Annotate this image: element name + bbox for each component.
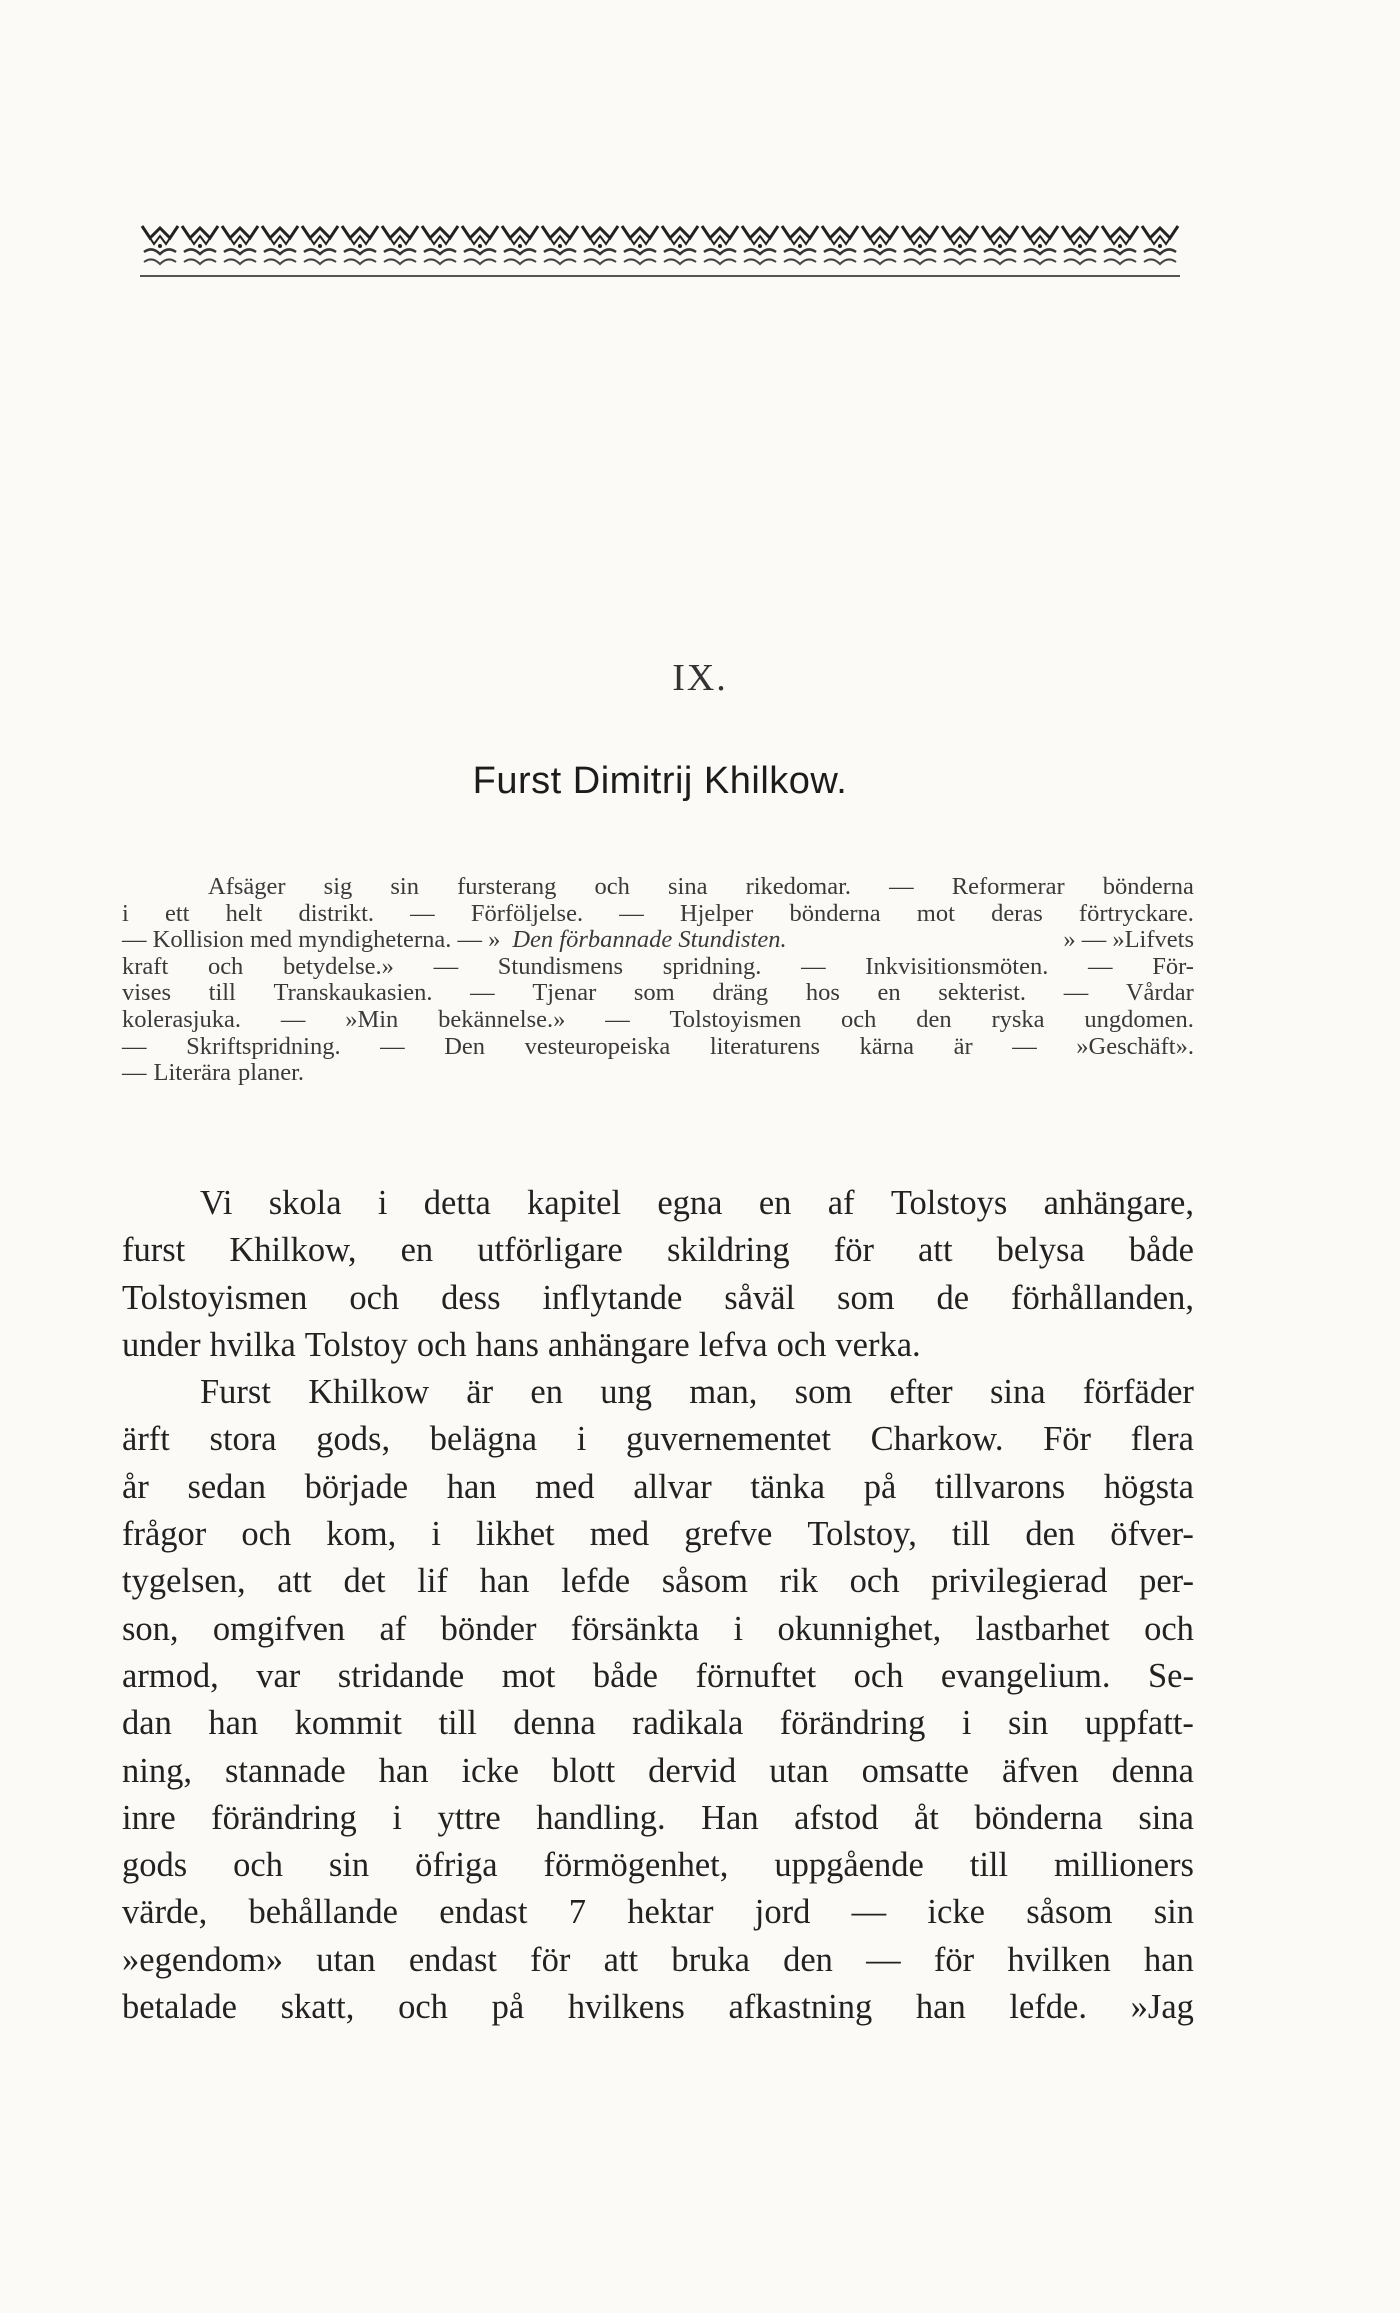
summary-line: i ett helt distrikt. — Förföljelse. — Hjelper bönderna mot deras förtryckare. xyxy=(122,899,1194,927)
body-line: dan han kommit till denna radikala förändring i sin uppfatt- xyxy=(122,1704,1194,1743)
summary-line: — Skriftspridning. — Den vesteuropeiska literaturens kärna är — »Geschäft». xyxy=(122,1032,1194,1060)
chapter-title: Furst Dimitrij Khilkow. xyxy=(472,760,848,802)
body-line: armod, var stridande mot både förnuftet och evangelium. Se- xyxy=(122,1656,1194,1695)
body-line: inre förändring i yttre handling. Han afstod åt bönderna sina xyxy=(122,1798,1194,1837)
body-line: frågor och kom, i likhet med grefve Tolstoy, till den öfver- xyxy=(122,1515,1194,1554)
body-line: år sedan började han med allvar tänka på tillvarons högsta xyxy=(122,1467,1194,1506)
body-line: värde, behållande endast 7 hektar jord — icke såsom sin xyxy=(122,1893,1194,1932)
body-line: tygelsen, att det lif han lefde såsom rik och privilegierad per- xyxy=(122,1562,1194,1601)
chapter-number: IX. xyxy=(672,657,728,699)
summary-line: — Kollision med myndigheterna. — » Den förbannade Stundisten. » — »Lifvets xyxy=(122,926,1194,954)
summary-line: kolerasjuka. — »Min bekännelse.» — Tolstoyismen och den ryska ungdomen. xyxy=(122,1005,1194,1033)
summary-line: vises till Transkaukasien. — Tjenar som dräng hos en sekterist. — Vårdar xyxy=(122,979,1194,1007)
body-line: furst Khilkow, en utförligare skildring för att belysa både xyxy=(122,1231,1194,1270)
body-line: son, omgifven af bönder försänkta i okunnighet, lastbarhet och xyxy=(122,1609,1194,1648)
body-line: »egendom» utan endast för att bruka den — för hvilken han xyxy=(122,1940,1194,1979)
summary-line: — Literära planer. xyxy=(122,1059,305,1087)
body-line: betalade skatt, och på hvilkens afkastning han lefde. »Jag xyxy=(122,1988,1194,2027)
body-line: Furst Khilkow är en ung man, som efter sina förfäder xyxy=(200,1373,1194,1412)
body-line: under hvilka Tolstoy och hans anhängare lefva och verka. xyxy=(122,1325,921,1364)
body-line: Tolstoyismen och dess inflytande såväl som de förhållanden, xyxy=(122,1278,1194,1317)
body-line: ning, stannade han icke blott dervid utan omsatte äfven denna xyxy=(122,1751,1194,1790)
body-line: ärft stora gods, belägna i guvernementet Charkow. För flera xyxy=(122,1420,1194,1459)
decorative-ornament-border xyxy=(140,222,1180,280)
body-text xyxy=(122,1180,1194,2031)
body-line: Vi skola i detta kapitel egna en af Tolstoys anhängare, xyxy=(200,1184,1194,1222)
summary-line: kraft och betydelse.» — Stundismens spridning. — Inkvisitionsmöten. — För- xyxy=(122,952,1194,980)
body-line: gods och sin öfriga förmögenhet, uppgående till millioners xyxy=(122,1846,1194,1885)
chapter-summary xyxy=(122,874,1194,1087)
summary-line: Afsäger sig sin fursterang och sina rikedomar. — Reformerar bönderna xyxy=(208,873,1194,900)
summary-italic-title: Den förbannade Stundisten. xyxy=(512,926,787,954)
